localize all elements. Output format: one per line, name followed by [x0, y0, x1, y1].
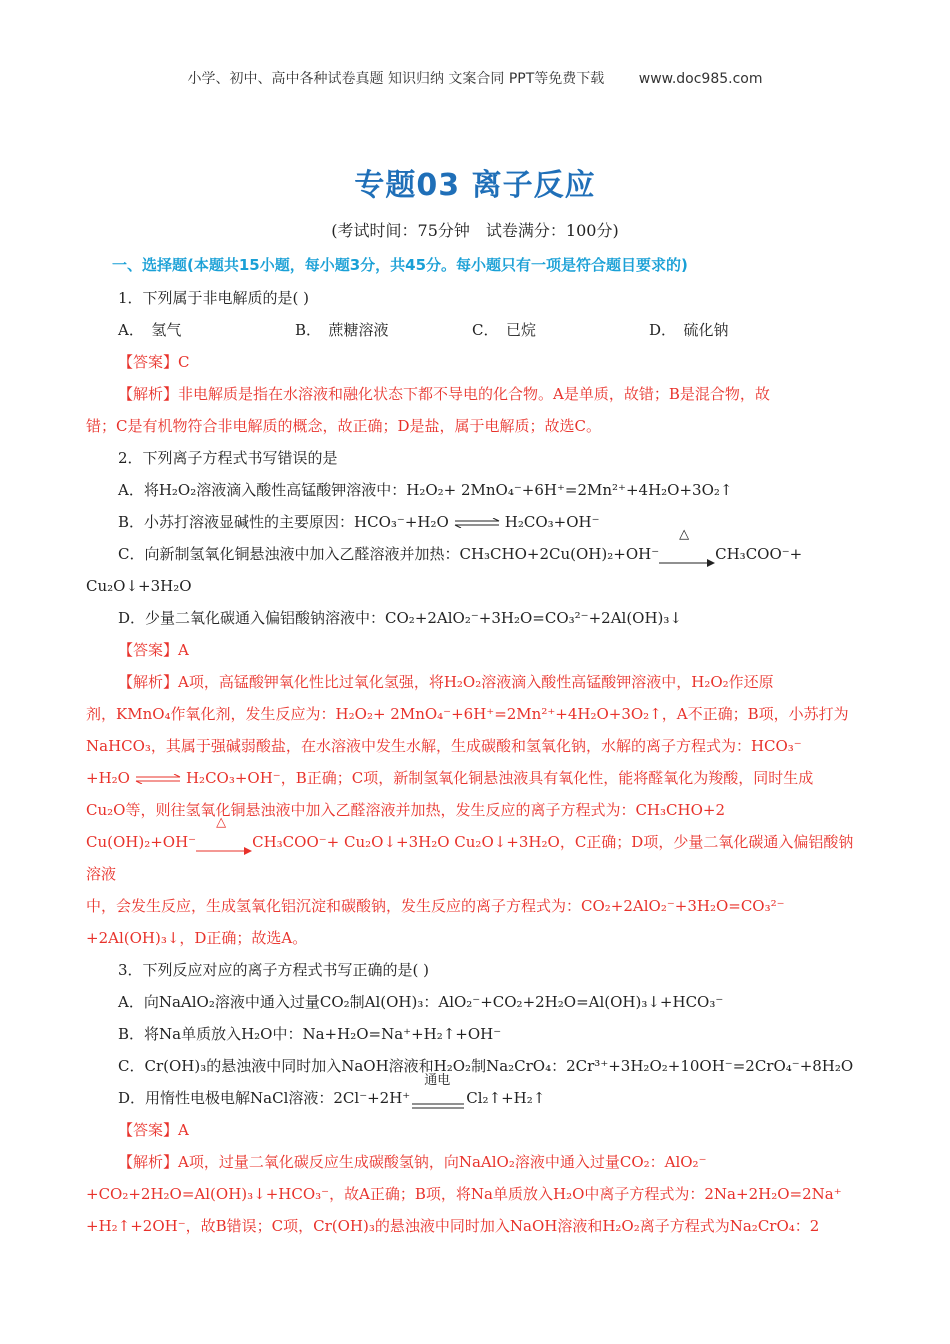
q2-analysis-line6-left: Cu(OH)₂+OH⁻ — [86, 833, 197, 851]
header-text: 小学、初中、高中各种试卷真题 知识归纳 文案合同 PPT等免费下载 — [187, 71, 605, 87]
q2-analysis-line4 — [86, 762, 864, 794]
q2-analysis-line6 — [86, 815, 864, 890]
header-site: www.doc985.com — [638, 71, 763, 87]
q2-option-c-right: CH₃COO⁻+ — [715, 545, 803, 563]
q2-option-c-line2: Cu₂O↓+3H₂O — [86, 577, 192, 595]
electrolysis-line-icon — [410, 1099, 466, 1113]
q2-option-c-left: CH₃CHO+2Cu(OH)₂+OH⁻ — [459, 545, 660, 563]
q3-analysis-line1: 【解析】A项，过量二氧化碳反应生成碳酸氢钠，向NaAlO₂溶液中通入过量CO₂：AlO₂⁻ — [118, 1153, 707, 1171]
q2-option-c — [86, 527, 864, 570]
q2-analysis-line2-a: 剂，KMnO₄作氧化剂，发生反应为： — [86, 705, 336, 723]
heat-arrow — [659, 527, 715, 562]
q2-analysis-line8: +2Al(OH)₃↓，D正确；故选A。 — [86, 929, 308, 947]
q2-option-d — [86, 602, 864, 634]
q3-stem: 3．下列反应对应的离子方程式书写正确的是( ) — [118, 961, 430, 979]
q2-option-a — [86, 474, 864, 506]
reaction-arrow-icon — [196, 843, 252, 857]
q2-option-b — [86, 506, 864, 538]
q2-option-b-right: H₂CO₃+OH⁻ — [504, 513, 600, 531]
electrolysis-condition: 通电 — [424, 1073, 451, 1088]
q2-option-a-label: A．将H₂O₂溶液滴入酸性高锰酸钾溶液中： — [118, 481, 407, 499]
q2-option-a-equation: H₂O₂+ 2MnO₄⁻+6H⁺=2Mn²⁺+4H₂O+3O₂↑ — [406, 481, 733, 499]
equilibrium-arrow-icon — [134, 774, 182, 784]
q2-analysis-line2 — [86, 698, 864, 730]
document-body — [86, 282, 864, 1242]
q2-option-b-left: HCO₃⁻+H₂O — [354, 513, 449, 531]
exam-meta: (考试时间：75分钟 试卷满分：100分) — [331, 221, 619, 240]
q1-option-c: C． 已烷 — [472, 321, 536, 339]
q3-option-b: B．将Na单质放入H₂O中：Na+H₂O=Na⁺+H₂↑+OH⁻ — [118, 1025, 502, 1043]
q2-analysis-line4-right: H₂CO₃+OH⁻ — [185, 769, 281, 787]
q2-analysis-line6-right: CH₃COO⁻+ Cu₂O↓+3H₂O Cu₂O↓+3H₂O — [252, 833, 560, 851]
q1-answer: 【答案】C — [118, 353, 190, 371]
q2-option-d-equation: CO₂+2AlO₂⁻+3H₂O=CO₃²⁻+2Al(OH)₃↓ — [385, 609, 682, 627]
q1-option-b: B． 蔗糖溶液 — [295, 321, 389, 339]
page-header — [0, 68, 950, 88]
q3-option-d-label: D．用惰性电极电解NaCl溶液：2Cl⁻+2H⁺ — [118, 1089, 411, 1107]
q3-analysis-line3: +H₂↑+2OH⁻，故B错误；C项，Cr(OH)₃的悬浊液中同时加入NaOH溶液和H₂O₂离子方程式为Na₂CrO₄：2 — [86, 1217, 820, 1235]
q3-option-d-tail: Cl₂↑+H₂↑ — [466, 1089, 546, 1107]
q1-option-d: D． 硫化钠 — [649, 321, 729, 339]
q2-analysis-line7: 中，会发生反应，生成氢氧化铝沉淀和碳酸钠，发生反应的离子方程式为：CO₂+2AlO₂⁻+3H₂O=CO₃²⁻ — [86, 897, 785, 915]
q3-answer: 【答案】A — [118, 1121, 189, 1139]
reaction-arrow-icon — [659, 555, 715, 569]
q2-option-c-label: C．向新制氢氧化铜悬浊液中加入乙醛溶液并加热： — [118, 545, 460, 563]
q3-option-d — [86, 1073, 864, 1114]
q2-analysis-line1: 【解析】A项，高锰酸钾氧化性比过氧化氢强，将H₂O₂溶液滴入酸性高锰酸钾溶液中，H₂O₂作还原 — [118, 673, 774, 691]
q1-options — [86, 314, 864, 346]
q2-option-d-label: D．少量二氧化碳通入偏铝酸钠溶液中： — [118, 609, 386, 627]
q1-analysis-line2: 错；C是有机物符合非电解质的概念，故正确；D是盐，属于电解质；故选C。 — [86, 417, 601, 435]
q2-analysis-line4-left: +H₂O — [86, 769, 130, 787]
q1-stem: 1．下列属于非电解质的是( ) — [118, 289, 310, 307]
equilibrium-arrow-icon — [453, 518, 501, 528]
q2-analysis-line2-b: ，A不正确；B项，小苏打为 — [661, 705, 849, 723]
heat-symbol: △ — [216, 815, 227, 830]
q2-analysis-line6-b: ，C正确；D项，少量二氧化碳通入偏铝酸钠溶液 — [86, 833, 854, 883]
q2-answer: 【答案】A — [118, 641, 189, 659]
q2-stem: 2．下列离子方程式书写错误的是 — [118, 449, 338, 467]
q3-option-a: A．向NaAlO₂溶液中通入过量CO₂制Al(OH)₃：AlO₂⁻+CO₂+2H₂O=Al(OH)₃↓+HCO₃⁻ — [118, 993, 724, 1011]
q2-option-b-label: B．小苏打溶液显碱性的主要原因： — [118, 513, 355, 531]
q2-analysis-line3: NaHCO₃，其属于强碱弱酸盐，在水溶液中发生水解，生成碳酸和氢氧化钠，水解的离子方程式为：HCO₃⁻ — [86, 737, 802, 755]
q3-option-c: C．Cr(OH)₃的悬浊液中同时加入NaOH溶液和H₂O₂制Na₂CrO₄：2Cr³⁺+3H₂O₂+10OH⁻=2CrO₄⁻+8H₂O — [118, 1057, 854, 1075]
q2-analysis-line4-b: ，B正确；C项，新制氢氧化铜悬浊液具有氧化性，能将醛氧化为羧酸，同时生成 — [280, 769, 814, 787]
heat-symbol: △ — [679, 527, 690, 542]
q1-analysis-line1: 【解析】非电解质是指在水溶液和融化状态下都不导电的化合物。A是单质，故错；B是混合物，故 — [118, 385, 770, 403]
q2-analysis-line5: Cu₂O等，则往氢氧化铜悬浊液中加入乙醛溶液并加热，发生反应的离子方程式为：CH₃CHO+2 — [86, 801, 725, 819]
page-title: 专题03 离子反应 — [354, 168, 596, 203]
section-heading: 一、选择题(本题共15小题，每小题3分，共45分。每小题只有一项是符合题目要求的) — [112, 256, 688, 274]
q3-analysis-line2: +CO₂+2H₂O=Al(OH)₃↓+HCO₃⁻，故A正确；B项，将Na单质放入H₂O中离子方程式为：2Na+2H₂O=2Na⁺ — [86, 1185, 842, 1203]
q2-analysis-line2-eq: H₂O₂+ 2MnO₄⁻+6H⁺=2Mn²⁺+4H₂O+3O₂↑ — [335, 705, 662, 723]
heat-arrow — [196, 815, 252, 850]
q1-option-a: A． 氢气 — [118, 321, 182, 339]
electrolysis-arrow — [410, 1073, 466, 1106]
